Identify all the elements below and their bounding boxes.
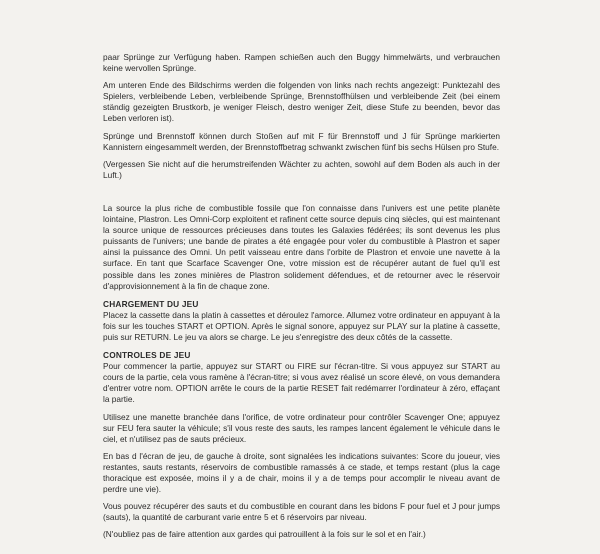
french-controls-screen-info: En bas d l'écran de jeu, de gauche à droite, sont signalées les indications suivantes: Score du joueur, vies restantes, sauts restants, réservoirs de combustible ramassés à ce stade, et temps restant (plus la cage thoracique est exposée, moins il y a de chair, moins il y a de temps pour accomplir le niveau avant de perdre une vie). [103, 450, 500, 495]
german-paragraph-fuel: Sprünge und Brennstoff können durch Stoßen auf mit F für Brennstoff und J für Sprünge markierten Kannistern eingesammelt werden, der Brennstoffbetrag schwankt zwischen fünf bis sechs Hülsen pro Stufe. [103, 130, 500, 152]
french-intro-paragraph: La source la plus riche de combustible fossile que l'on connaisse dans l'univers est une petite planète lointaine, Plastron. Les Omni-Corp exploitent et rafinent cette source depuis cinq siècles, qui est maintenant la source unique de ressources précieuses dans toutes les Galaxies fédérées; ils sont devenus les plus puissants de l'univers; une bande de pirates a été engagée pour voler du combustible à Plastron et saper ainsi la puissance des Omni. Un petit vaisseau entre dans l'orbite de Plastron et envoie une navette à la surface. En tant que Scarface Scavenger One, votre mission est de récupérer autant de fuel qu'il est possible dans les zones minières de Plastron solidement défendues, et de retourner avec le réservoir d'approvisionnement à la fin de chaque zone. [103, 202, 500, 291]
french-controls-start: Pour commencer la partie, appuyez sur START ou FIRE sur l'écran-titre. Si vous appuyez sur START au cours de la partie, cela vous ramène à l'écran-titre; si vous avez réalisé un score élevé, on vous demandera d'entrer votre nom. OPTION arrête le cours de la partie RESET fait redémarrer l'ordinateur à zéro, effaçant la partie. [103, 361, 500, 405]
french-controls-guards: (N'oubliez pas de faire attention aux gardes qui patrouillent à la fois sur le sol et en l'air.) [103, 529, 426, 540]
section-spacer [103, 187, 500, 203]
french-controls-fuel: Vous pouvez récupérer des sauts et du combustible en courant dans les bidons F pour fuel et J pour jumps (sauts), la quantité de carburant varie entre 5 et 6 réservoirs par niveau. [103, 501, 500, 523]
heading-loading: CHARGEMENT DU JEU [103, 298, 199, 309]
german-paragraph-screen-info: Am unteren Ende des Bildschirms werden die folgenden von links nach rechts angezeigt: Punktezahl des Spielers, verbleibende Leben, verbleibende Sprünge, Brennstoffhülsen und verbleibende Zeit (bei einem ständig gezeigten Brustkorb, je weniger Fleisch, destro weniger Zeit, diese Stufe zu beenden, bevor das Leben verloren ist). [103, 80, 500, 124]
heading-controls: CONTROLES DE JEU [103, 350, 191, 361]
german-paragraph-guards: (Vergessen Sie nicht auf die herumstreifenden Wächter zu achten, sowohl auf dem Boden als auch in der Luft.) [103, 158, 500, 180]
german-paragraph-jumps: paar Sprünge zur Verfügung haben. Rampen schießen auch den Buggy himmelwärts, und verbrauchen keine wervollen Sprünge. [103, 52, 500, 74]
french-loading-paragraph: Placez la cassette dans la platin à cassettes et déroulez l'amorce. Allumez votre ordinateur en appuyant à la fois sur les touches START et OPTION. Après le signal sonore, appuyez sur PLAY sur la platine à cassette, puis sur RETURN. Le jeu va alors se charge. Le jeu s'enregistre des deux côtés de la cassette. [103, 309, 500, 342]
french-controls-joystick: Utilisez une manette branchée dans l'orifice, de votre ordinateur pour contrôler Scavenger One; appuyez sur FEU fera sauter la véhicule; s'il vous reste des sauts, les rampes lancent également le véhicule dans le ciel, et n'utilisez pas de sauts précieux. [103, 411, 500, 444]
